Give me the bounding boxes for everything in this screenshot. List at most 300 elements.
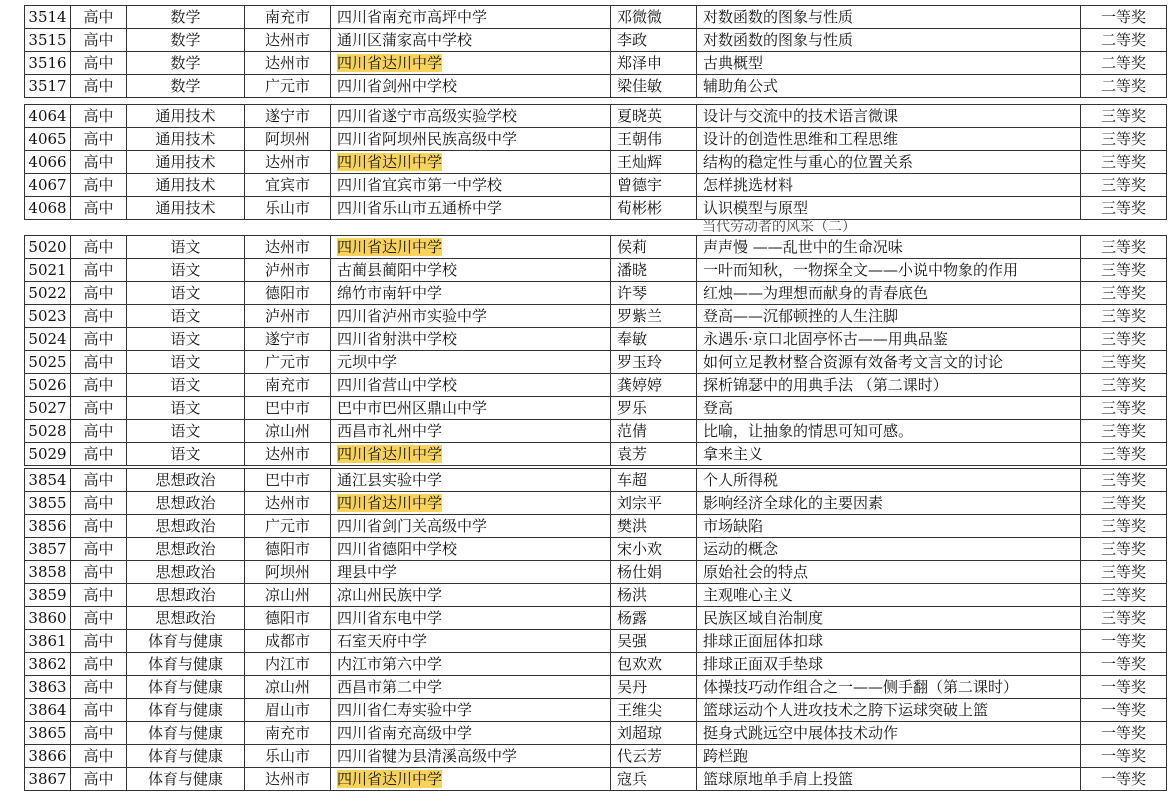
school-cell [331,151,611,174]
row-id-cell: 5025 [25,351,71,374]
row-id-cell: 4067 [25,174,71,197]
table-row [25,630,1167,653]
table-row [25,722,1167,745]
lesson-title-cell: 辅助角公式 [697,75,1081,98]
level-cell: 高中 [71,236,127,259]
award-cell: 三等奖 [1081,469,1167,492]
row-id-cell: 3855 [25,492,71,515]
school-cell: 巴中市巴州区鼎山中学 [331,397,611,420]
teacher-cell: 罗玉玲 [611,351,697,374]
city-cell: 阿坝州 [245,561,331,584]
teacher-cell: 王朝伟 [611,128,697,151]
highlighted-school: 四川省达川中学 [337,770,443,788]
subject-cell: 通用技术 [127,197,245,220]
row-id-cell: 3514 [25,6,71,29]
school-cell: 石室天府中学 [331,630,611,653]
award-cell: 三等奖 [1081,538,1167,561]
lesson-title-cell: 登高——沉郁顿挫的人生注脚 [697,305,1081,328]
subject-cell: 思想政治 [127,584,245,607]
table-row [25,469,1167,492]
lesson-title-cell: 探析锦瑟中的用典手法 （第二课时） [697,374,1081,397]
subject-cell: 语文 [127,328,245,351]
award-cell: 一等奖 [1081,722,1167,745]
level-cell: 高中 [71,351,127,374]
teacher-cell: 李政 [611,29,697,52]
table-row [25,607,1167,630]
teacher-cell: 寇兵 [611,768,697,791]
teacher-cell: 罗乐 [611,397,697,420]
school-cell [331,443,611,466]
school-cell: 西昌市礼州中学 [331,420,611,443]
lesson-title-cell: 认识模型与原型 [697,197,1081,220]
school-cell: 四川省南充市高坪中学 [331,6,611,29]
row-id-cell: 3867 [25,768,71,791]
award-cell: 一等奖 [1081,630,1167,653]
lesson-title-cell: 设计的创造性思维和工程思维 [697,128,1081,151]
level-cell: 高中 [71,105,127,128]
award-cell: 三等奖 [1081,351,1167,374]
highlighted-school: 四川省达川中学 [337,494,443,512]
table-row [25,561,1167,584]
teacher-cell: 罗紫兰 [611,305,697,328]
award-cell: 一等奖 [1081,768,1167,791]
row-id-cell: 4064 [25,105,71,128]
school-cell [331,768,611,791]
lesson-title-cell: 排球正面屈体扣球 [697,630,1081,653]
table-row [25,420,1167,443]
teacher-cell: 许琴 [611,282,697,305]
level-cell: 高中 [71,745,127,768]
award-cell: 二等奖 [1081,29,1167,52]
row-id-cell: 5021 [25,259,71,282]
level-cell: 高中 [71,676,127,699]
row-id-cell: 3863 [25,676,71,699]
level-cell: 高中 [71,328,127,351]
highlighted-school: 四川省达川中学 [337,153,443,171]
city-cell: 乐山市 [245,197,331,220]
subject-cell: 通用技术 [127,151,245,174]
level-cell: 高中 [71,469,127,492]
school-cell: 四川省犍为县清溪高级中学 [331,745,611,768]
level-cell: 高中 [71,305,127,328]
lesson-title-cell: 登高 [697,397,1081,420]
level-cell: 高中 [71,492,127,515]
lesson-title-cell: 设计与交流中的技术语言微课 [697,105,1081,128]
city-cell: 凉山州 [245,420,331,443]
results-table [24,104,1167,220]
level-cell: 高中 [71,653,127,676]
spill-text: 当代劳动者的风采（二） [702,219,856,235]
level-cell: 高中 [71,128,127,151]
city-cell: 阿坝州 [245,128,331,151]
subject-cell: 思想政治 [127,469,245,492]
city-cell: 德阳市 [245,538,331,561]
teacher-cell: 宋小欢 [611,538,697,561]
level-cell: 高中 [71,420,127,443]
subject-cell: 体育与健康 [127,745,245,768]
award-cell: 三等奖 [1081,607,1167,630]
school-cell: 通江县实验中学 [331,469,611,492]
row-id-cell: 3515 [25,29,71,52]
city-cell: 广元市 [245,351,331,374]
school-cell: 理县中学 [331,561,611,584]
lesson-title-cell: 如何立足教材整合资源有效备考文言文的讨论 [697,351,1081,374]
table-block-tech [0,104,1167,220]
teacher-cell: 潘晓 [611,259,697,282]
city-cell: 达州市 [245,52,331,75]
table-row [25,151,1167,174]
school-cell [331,236,611,259]
teacher-cell: 包欢欢 [611,653,697,676]
award-cell: 二等奖 [1081,52,1167,75]
subject-cell: 数学 [127,29,245,52]
level-cell: 高中 [71,282,127,305]
subject-cell: 语文 [127,420,245,443]
teacher-cell: 杨仕娟 [611,561,697,584]
school-cell: 四川省泸州市实验中学 [331,305,611,328]
subject-cell: 语文 [127,259,245,282]
lesson-title-cell: 拿来主义 [697,443,1081,466]
award-cell: 三等奖 [1081,236,1167,259]
table-block-chinese [0,235,1167,466]
lesson-title-cell: 结构的稳定性与重心的位置关系 [697,151,1081,174]
award-cell: 三等奖 [1081,397,1167,420]
highlighted-school: 四川省达川中学 [337,238,443,256]
highlighted-school: 四川省达川中学 [337,445,443,463]
city-cell: 泸州市 [245,305,331,328]
lesson-title-cell: 原始社会的特点 [697,561,1081,584]
subject-cell: 体育与健康 [127,630,245,653]
school-cell: 四川省乐山市五通桥中学 [331,197,611,220]
city-cell: 达州市 [245,236,331,259]
level-cell: 高中 [71,75,127,98]
row-id-cell: 3859 [25,584,71,607]
subject-cell: 体育与健康 [127,676,245,699]
school-cell: 四川省营山中学校 [331,374,611,397]
award-cell: 三等奖 [1081,443,1167,466]
subject-cell: 体育与健康 [127,768,245,791]
teacher-cell: 奉敏 [611,328,697,351]
row-id-cell: 5029 [25,443,71,466]
teacher-cell: 邓微微 [611,6,697,29]
row-id-cell: 3864 [25,699,71,722]
award-cell: 三等奖 [1081,197,1167,220]
award-cell: 三等奖 [1081,259,1167,282]
city-cell: 南充市 [245,6,331,29]
subject-cell: 数学 [127,75,245,98]
subject-cell: 语文 [127,397,245,420]
table-block-politics-pe [0,468,1167,791]
results-table [24,468,1167,791]
lesson-title-cell: 民族区域自治制度 [697,607,1081,630]
lesson-title-cell: 主观唯心主义 [697,584,1081,607]
city-cell: 达州市 [245,443,331,466]
table-row [25,197,1167,220]
lesson-title-cell: 一叶而知秋，一物探全文——小说中物象的作用 [697,259,1081,282]
teacher-cell: 樊洪 [611,515,697,538]
city-cell: 乐山市 [245,745,331,768]
row-id-cell: 3856 [25,515,71,538]
table-row [25,328,1167,351]
row-id-cell: 3860 [25,607,71,630]
table-row [25,259,1167,282]
level-cell: 高中 [71,584,127,607]
table-row [25,443,1167,466]
teacher-cell: 杨洪 [611,584,697,607]
award-cell: 一等奖 [1081,6,1167,29]
award-cell: 一等奖 [1081,745,1167,768]
table-row [25,653,1167,676]
school-cell: 四川省仁寿实验中学 [331,699,611,722]
teacher-cell: 杨露 [611,607,697,630]
city-cell: 遂宁市 [245,105,331,128]
subject-cell: 语文 [127,443,245,466]
level-cell: 高中 [71,6,127,29]
lesson-title-cell: 运动的概念 [697,538,1081,561]
subject-cell: 思想政治 [127,561,245,584]
city-cell: 巴中市 [245,469,331,492]
school-cell [331,52,611,75]
row-id-cell: 3857 [25,538,71,561]
level-cell: 高中 [71,699,127,722]
city-cell: 成都市 [245,630,331,653]
row-id-cell: 3865 [25,722,71,745]
table-row [25,374,1167,397]
table-block-math [0,5,1167,98]
city-cell: 凉山州 [245,584,331,607]
teacher-cell: 吴丹 [611,676,697,699]
teacher-cell: 王维尖 [611,699,697,722]
city-cell: 巴中市 [245,397,331,420]
level-cell: 高中 [71,722,127,745]
table-row [25,6,1167,29]
lesson-title-cell: 古典概型 [697,52,1081,75]
table-row [25,128,1167,151]
table-row [25,515,1167,538]
teacher-cell: 刘宗平 [611,492,697,515]
row-id-cell: 3516 [25,52,71,75]
row-id-cell: 5028 [25,420,71,443]
lesson-title-cell: 篮球原地单手肩上投篮 [697,768,1081,791]
school-cell: 凉山州民族中学 [331,584,611,607]
subject-cell: 通用技术 [127,128,245,151]
subject-cell: 思想政治 [127,492,245,515]
award-cell: 三等奖 [1081,105,1167,128]
row-id-cell: 4065 [25,128,71,151]
lesson-title-cell: 红烛——为理想而献身的青春底色 [697,282,1081,305]
award-cell: 三等奖 [1081,305,1167,328]
lesson-title-cell: 影响经济全球化的主要因素 [697,492,1081,515]
teacher-cell: 范倩 [611,420,697,443]
school-cell: 元坝中学 [331,351,611,374]
level-cell: 高中 [71,397,127,420]
award-cell: 三等奖 [1081,374,1167,397]
lesson-title-cell: 声声慢 ——乱世中的生命况味 [697,236,1081,259]
subject-cell: 思想政治 [127,607,245,630]
lesson-title-cell: 篮球运动个人进攻技术之胯下运球突破上篮 [697,699,1081,722]
level-cell: 高中 [71,197,127,220]
level-cell: 高中 [71,259,127,282]
city-cell: 德阳市 [245,607,331,630]
level-cell: 高中 [71,174,127,197]
table-row [25,174,1167,197]
subject-cell: 体育与健康 [127,722,245,745]
city-cell: 达州市 [245,29,331,52]
school-cell [331,492,611,515]
row-id-cell: 3866 [25,745,71,768]
subject-cell: 体育与健康 [127,653,245,676]
table-row [25,351,1167,374]
level-cell: 高中 [71,768,127,791]
school-cell: 四川省阿坝州民族高级中学 [331,128,611,151]
table-row [25,538,1167,561]
teacher-cell: 郑泽申 [611,52,697,75]
row-id-cell: 3517 [25,75,71,98]
school-cell: 内江市第六中学 [331,653,611,676]
teacher-cell: 代云芳 [611,745,697,768]
teacher-cell: 袁芳 [611,443,697,466]
lesson-title-cell: 比喻，让抽象的情思可知可感。 [697,420,1081,443]
teacher-cell: 龚婷婷 [611,374,697,397]
city-cell: 达州市 [245,492,331,515]
results-table [24,5,1167,98]
city-cell: 南充市 [245,374,331,397]
lesson-title-cell: 个人所得税 [697,469,1081,492]
table-row [25,745,1167,768]
lesson-title-cell: 对数函数的图象与性质 [697,6,1081,29]
teacher-cell: 侯莉 [611,236,697,259]
award-cell: 三等奖 [1081,515,1167,538]
city-cell: 南充市 [245,722,331,745]
award-cell: 三等奖 [1081,492,1167,515]
lesson-title-cell: 跨栏跑 [697,745,1081,768]
school-cell: 四川省南充高级中学 [331,722,611,745]
teacher-cell: 曾德宇 [611,174,697,197]
subject-cell: 语文 [127,236,245,259]
table-row [25,282,1167,305]
subject-cell: 思想政治 [127,515,245,538]
level-cell: 高中 [71,151,127,174]
lesson-title-cell: 排球正面双手垫球 [697,653,1081,676]
school-cell: 通川区蒲家高中学校 [331,29,611,52]
teacher-cell: 荀彬彬 [611,197,697,220]
school-cell: 绵竹市南轩中学 [331,282,611,305]
city-cell: 宜宾市 [245,174,331,197]
school-cell: 四川省剑门关高级中学 [331,515,611,538]
lesson-title-cell: 挺身式跳远空中展体技术动作 [697,722,1081,745]
table-row [25,52,1167,75]
table-row [25,105,1167,128]
school-cell: 四川省剑州中学校 [331,75,611,98]
award-cell: 三等奖 [1081,128,1167,151]
city-cell: 凉山州 [245,676,331,699]
city-cell: 广元市 [245,75,331,98]
row-id-cell: 3858 [25,561,71,584]
level-cell: 高中 [71,561,127,584]
row-id-cell: 5024 [25,328,71,351]
city-cell: 达州市 [245,768,331,791]
row-id-cell: 5020 [25,236,71,259]
table-row [25,75,1167,98]
level-cell: 高中 [71,443,127,466]
lesson-title-cell: 体操技巧动作组合之一——侧手翻（第二课时） [697,676,1081,699]
subject-cell: 思想政治 [127,538,245,561]
highlighted-school: 四川省达川中学 [337,54,443,72]
award-cell: 一等奖 [1081,676,1167,699]
results-table [24,235,1167,466]
subject-cell: 语文 [127,374,245,397]
level-cell: 高中 [71,374,127,397]
teacher-cell: 王灿辉 [611,151,697,174]
subject-cell: 语文 [127,305,245,328]
lesson-title-cell: 对数函数的图象与性质 [697,29,1081,52]
table-row [25,768,1167,791]
subject-cell: 语文 [127,351,245,374]
subject-cell: 数学 [127,6,245,29]
level-cell: 高中 [71,52,127,75]
award-cell: 三等奖 [1081,420,1167,443]
subject-cell: 通用技术 [127,105,245,128]
school-cell: 四川省遂宁市高级实验学校 [331,105,611,128]
subject-cell: 体育与健康 [127,699,245,722]
city-cell: 广元市 [245,515,331,538]
city-cell: 内江市 [245,653,331,676]
award-cell: 三等奖 [1081,328,1167,351]
school-cell: 四川省东电中学 [331,607,611,630]
table-row [25,29,1167,52]
award-cell: 三等奖 [1081,561,1167,584]
award-cell: 二等奖 [1081,75,1167,98]
table-row [25,492,1167,515]
row-id-cell: 5027 [25,397,71,420]
teacher-cell: 刘超琼 [611,722,697,745]
table-row [25,584,1167,607]
teacher-cell: 梁佳敏 [611,75,697,98]
city-cell: 德阳市 [245,282,331,305]
level-cell: 高中 [71,515,127,538]
row-id-cell: 5023 [25,305,71,328]
award-cell: 一等奖 [1081,699,1167,722]
table-row [25,676,1167,699]
city-cell: 遂宁市 [245,328,331,351]
award-cell: 一等奖 [1081,653,1167,676]
row-id-cell: 4068 [25,197,71,220]
city-cell: 泸州市 [245,259,331,282]
subject-cell: 通用技术 [127,174,245,197]
school-cell: 西昌市第二中学 [331,676,611,699]
award-cell: 三等奖 [1081,151,1167,174]
award-cell: 三等奖 [1081,174,1167,197]
award-cell: 三等奖 [1081,584,1167,607]
row-id-cell: 4066 [25,151,71,174]
table-row [25,236,1167,259]
row-id-cell: 3854 [25,469,71,492]
lesson-title-cell: 市场缺陷 [697,515,1081,538]
teacher-cell: 吴强 [611,630,697,653]
school-cell: 四川省德阳中学校 [331,538,611,561]
level-cell: 高中 [71,607,127,630]
award-cell: 三等奖 [1081,282,1167,305]
city-cell: 达州市 [245,151,331,174]
level-cell: 高中 [71,630,127,653]
row-id-cell: 3862 [25,653,71,676]
table-row [25,699,1167,722]
level-cell: 高中 [71,29,127,52]
table-row [25,305,1167,328]
table-row [25,397,1167,420]
row-id-cell: 5026 [25,374,71,397]
row-id-cell: 5022 [25,282,71,305]
